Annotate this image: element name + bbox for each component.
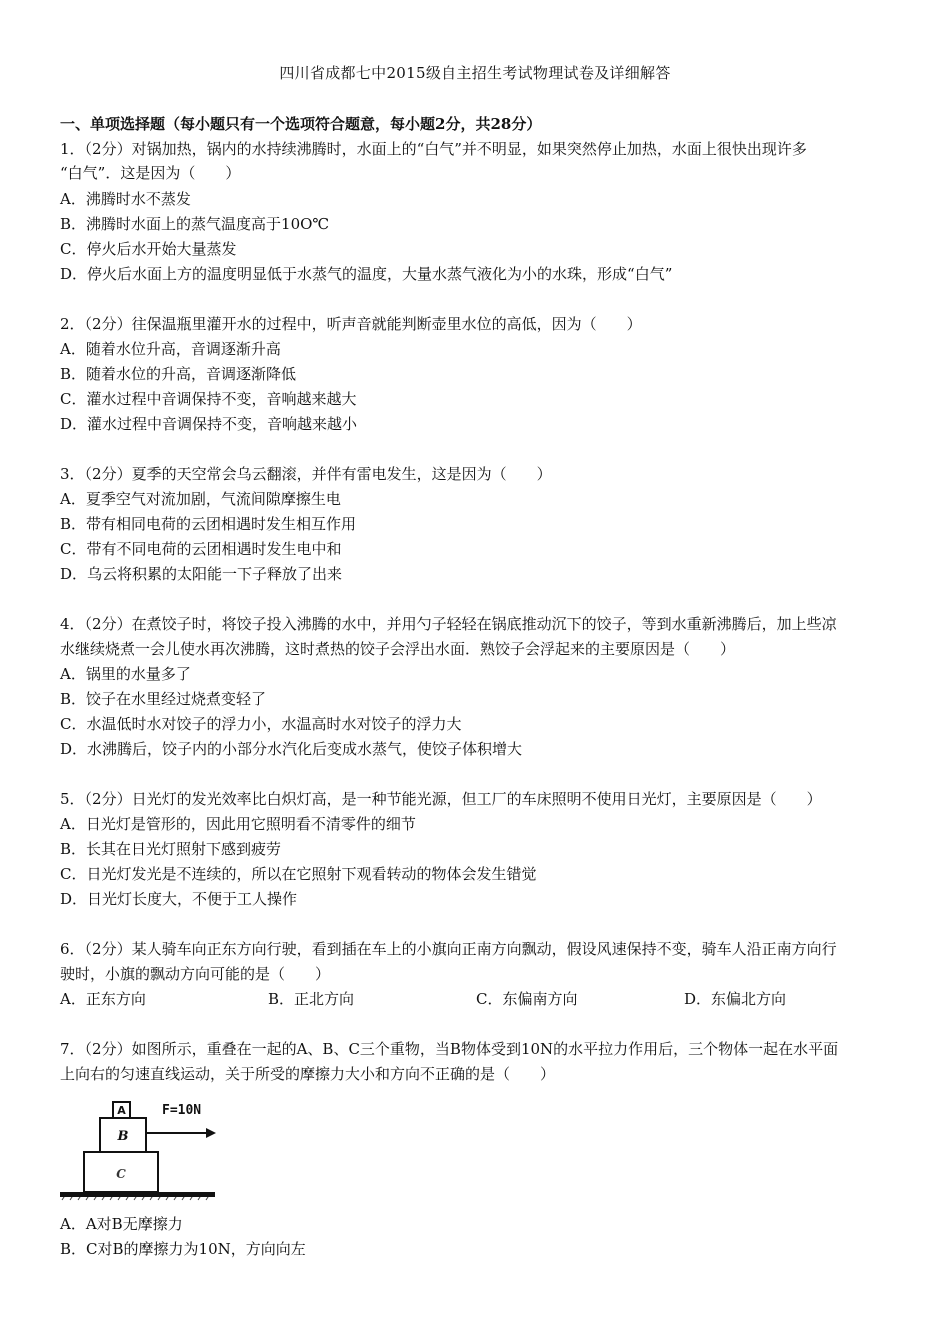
q3-option-c: C．带有不同电荷的云团相遇时发生电中和 [60,540,342,558]
q1-option-a: A．沸腾时水不蒸发 [60,190,191,208]
q6-option-b: B．正北方向 [268,990,355,1008]
block-a-label: A [117,1104,126,1117]
document-title: 四川省成都七中2015级自主招生考试物理试卷及详细解答 [279,64,671,82]
q3-stem: 3．（2分）夏季的天空常会乌云翻滚，并伴有雷电发生，这是因为（ ） [60,465,552,483]
q1-stem-line2: “白气”．这是因为（ ） [60,164,241,182]
force-arrow-head [206,1128,216,1138]
q7-stem-line2: 上向右的匀速直线运动，关于所受的摩擦力大小和方向不正确的是（ ） [60,1065,556,1083]
q1-option-b: B．沸腾时水面上的蒸气温度高于10O℃ [60,215,330,233]
q6-option-c: C．东偏南方向 [476,990,578,1008]
q6-option-a: A．正东方向 [60,990,146,1008]
q7-option-b: B．C对B的摩擦力为10N，方向向左 [60,1240,306,1258]
q7-figure-stacked-blocks [60,1092,230,1204]
q6-stem-line2: 驶时，小旗的飘动方向可能的是（ ） [60,965,331,983]
q3-option-d: D．乌云将积累的太阳能一下子释放了出来 [60,565,343,583]
q5-option-a: A．日光灯是管形的，因此用它照明看不清零件的细节 [60,815,416,833]
q2-stem: 2．（2分）往保温瓶里灌开水的过程中，听声音就能判断壶里水位的高低，因为（ ） [60,315,642,333]
q5-option-b: B．长其在日光灯照射下感到疲劳 [60,840,282,858]
q4-option-d: D．水沸腾后，饺子内的小部分水汽化后变成水蒸气，使饺子体积增大 [60,740,523,758]
force-label: F=10N [162,1103,202,1118]
q1-option-c: C．停火后水开始大量蒸发 [60,240,237,258]
q4-option-b: B．饺子在水里经过烧煮变轻了 [60,690,267,708]
q2-option-a: A．随着水位升高，音调逐渐升高 [60,340,281,358]
q4-stem-line1: 4．（2分）在煮饺子时，将饺子投入沸腾的水中，并用勺子轻轻在锅底推动沉下的饺子，等到水重新沸腾后，加上些凉 [60,615,837,633]
q6-stem-line1: 6．（2分）某人骑车向正东方向行驶，看到插在车上的小旗向正南方向飘动，假设风速保持不变，骑车人沿正南方向行 [60,940,837,958]
block-c-label: C [116,1167,126,1181]
q7-stem-line1: 7．（2分）如图所示，重叠在一起的A、B、C三个重物，当B物体受到10N的水平拉力作用后，三个物体一起在水平面 [60,1040,839,1058]
q2-option-c: C．灌水过程中音调保持不变，音响越来越大 [60,390,357,408]
q7-option-a: A．A对B无摩擦力 [60,1215,183,1233]
q1-stem-line1: 1．（2分）对锅加热，锅内的水持续沸腾时，水面上的“白气”并不明显，如果突然停止加热，水面上很快出现许多 [60,140,807,158]
q6-option-d: D．东偏北方向 [684,990,787,1008]
q4-option-c: C．水温低时水对饺子的浮力小，水温高时水对饺子的浮力大 [60,715,462,733]
q4-stem-line2: 水继续烧煮一会儿使水再次沸腾，这时煮热的饺子会浮出水面．熟饺子会浮起来的主要原因是（ ） [60,640,736,658]
block-b-label: B [117,1129,129,1144]
q4-option-a: A．锅里的水量多了 [60,665,191,683]
q5-stem: 5．（2分）日光灯的发光效率比白炽灯高，是一种节能光源，但工厂的车床照明不使用日光灯，主要原因是（ ） [60,790,822,808]
section-heading: 一、单项选择题（每小题只有一个选项符合题意，每小题2分，共28分） [60,115,542,133]
q2-option-d: D．灌水过程中音调保持不变，音响越来越小 [60,415,358,433]
q5-option-c: C．日光灯发光是不连续的，所以在它照射下观看转动的物体会发生错觉 [60,865,537,883]
q5-option-d: D．日光灯长度大，不便于工人操作 [60,890,298,908]
q3-option-b: B．带有相同电荷的云团相遇时发生相互作用 [60,515,357,533]
q3-option-a: A．夏季空气对流加剧，气流间隙摩擦生电 [60,490,341,508]
q1-option-d: D．停火后水面上方的温度明显低于水蒸气的温度，大量水蒸气液化为小的水珠，形成“白气” [60,265,673,283]
q2-option-b: B．随着水位的升高，音调逐渐降低 [60,365,297,383]
